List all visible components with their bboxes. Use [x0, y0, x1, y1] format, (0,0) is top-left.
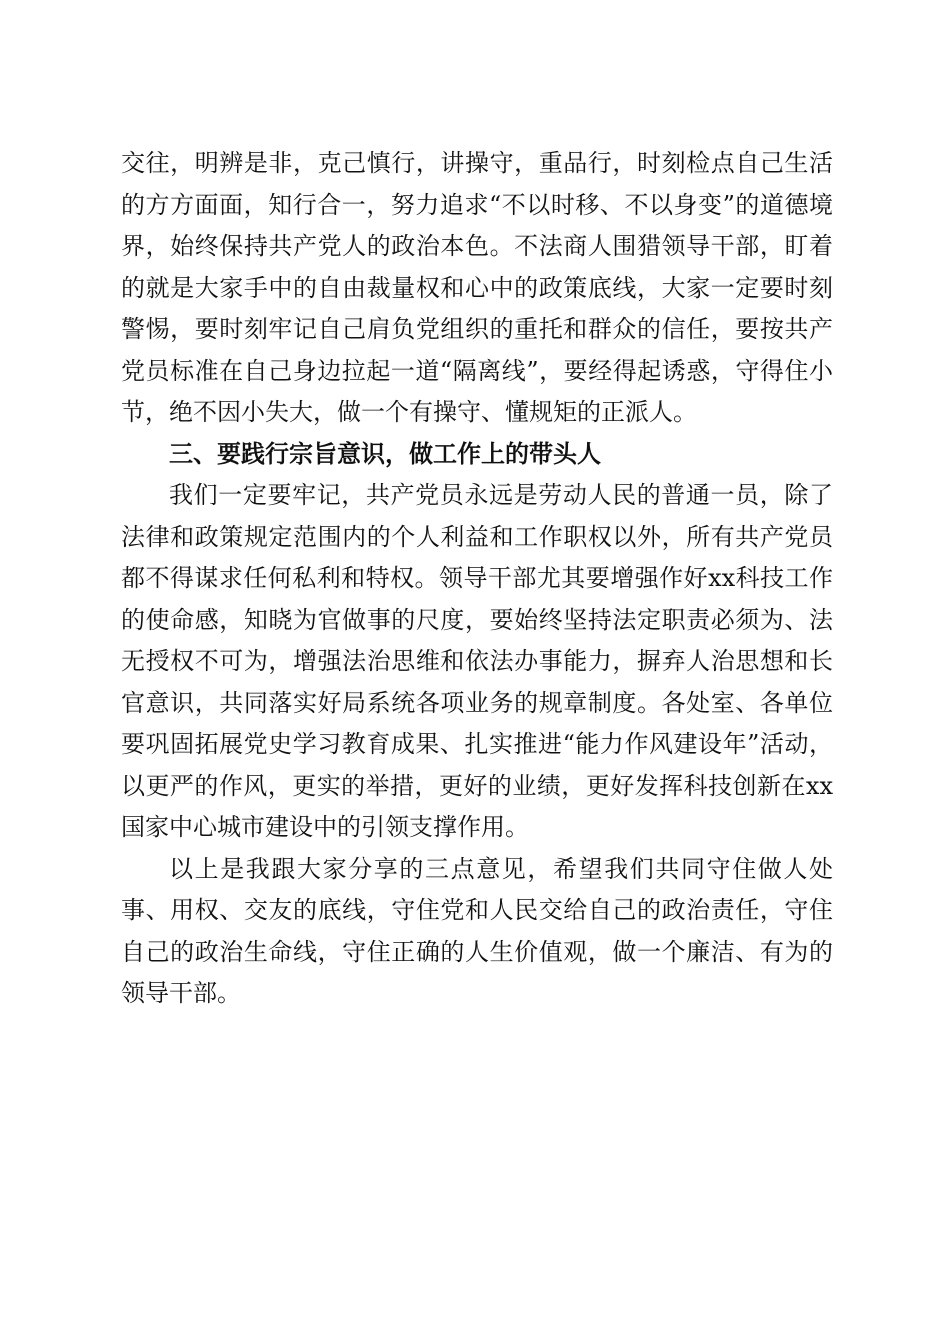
paragraph-integrity: 交往，明辨是非，克己慎行，讲操守，重品行，时刻检点自己生活的方方面面，知行合一，努力追求“不以时移、不以身变”的道德境界，始终保持共产党人的政治本色。不法商人围猎领导干部，盯着的就是大家手中的自由裁量权和心中的政策底线，大家一定要时刻警惕，要时刻牢记自己肩负党组织的重托和群众的信任，要按共产党员标准在自己身边拉起一道“隔离线”，要经得起诱惑，守得住小节，绝不因小失大，做一个有操守、懂规矩的正派人。 — [121, 149, 833, 426]
paragraph-purpose: 我们一定要牢记，共产党员永远是劳动人民的普通一员，除了法律和政策规定范围内的个人利益和工作职权以外，所有共产党员都不得谋求任何私利和特权。领导干部尤其要增强作好xx科技工作的使命感，知晓为官做事的尺度，要始终坚持法定职责必须为、法无授权不可为，增强法治思维和依法办事能力，摒弃人治思想和长官意识，共同落实好局系统各项业务的规章制度。各处室、各单位要巩固拓展党史学习教育成果、扎实推进“能力作风建设年”活动，以更严的作风，更实的举措，更好的业绩，更好发挥科技创新在xx国家中心城市建设中的引领支撑作用。 — [121, 481, 833, 841]
document-body — [121, 143, 833, 1015]
section-heading-3: 三、要践行宗旨意识，做工作上的带头人 — [169, 439, 601, 468]
paragraph-conclusion: 以上是我跟大家分享的三点意见，希望我们共同守住做人处事、用权、交友的底线，守住党和人民交给自己的政治责任，守住自己的政治生命线，守住正确的人生价值观，做一个廉洁、有为的领导干部。 — [121, 854, 833, 1007]
